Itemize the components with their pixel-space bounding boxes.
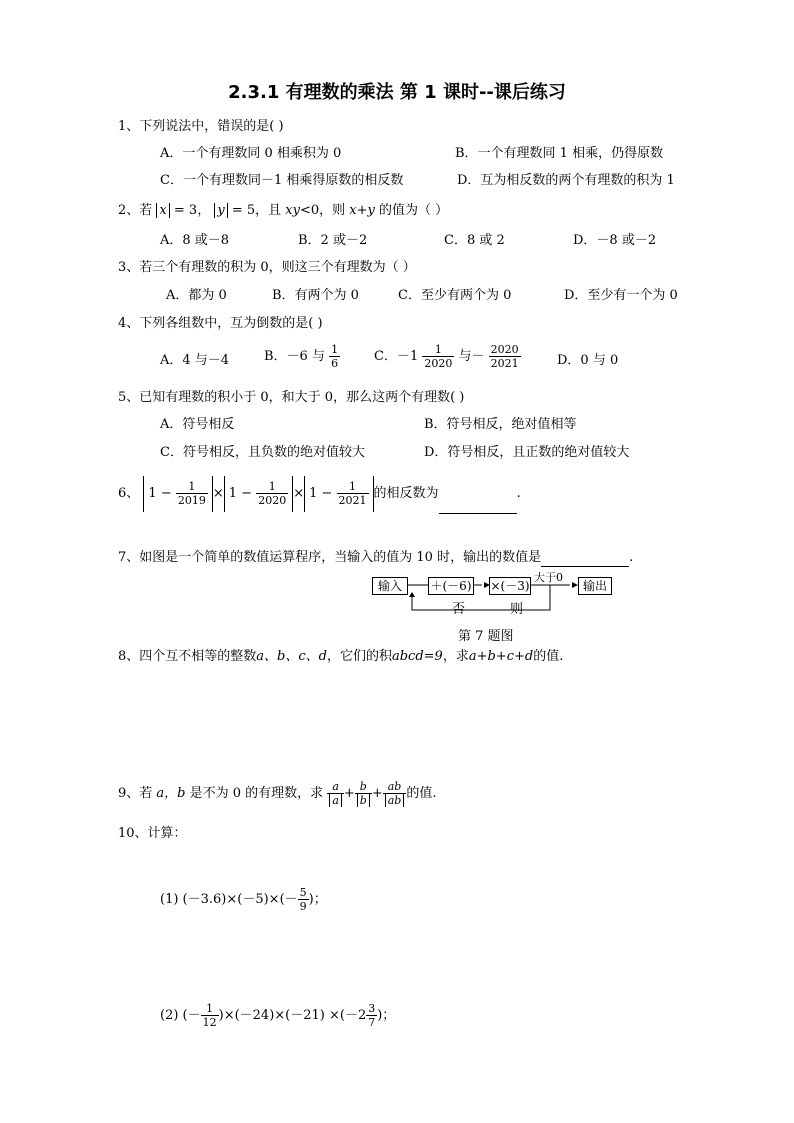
- q4-option-b: [264, 343, 340, 370]
- q1-option-c: C．一个有理数同－1 相乘得原数的相反数: [160, 173, 404, 188]
- q6-times-2: ×: [293, 486, 305, 501]
- flow-output-box: 输出: [578, 577, 612, 595]
- q2-eq5: = 5，且: [231, 203, 282, 218]
- q4-option-d: D．0 与 0: [557, 353, 619, 368]
- q2-cond: xy: [285, 203, 300, 218]
- q1-option-b: B．一个有理数同 1 相乘，仍得原数: [455, 146, 664, 161]
- q3-option-c: C．至少有两个为 0: [398, 288, 512, 303]
- q10-part-1: (1) (－3.6)×(－5)×(－ $\frac{5}{9}$ )；: [160, 886, 327, 913]
- q6-tail: 的相反数为: [373, 486, 439, 501]
- q2-lt: <0，则: [299, 203, 346, 218]
- q4-b-fraction: $\frac{1}{6}$: [331, 343, 339, 370]
- flow-else-label-1: 否: [452, 602, 466, 617]
- q5-option-a: A．符号相反: [160, 417, 235, 432]
- q10-part-2: (2) (－ $\frac{1}{12}$ )×(－24)×(－21) ×(－2 $\frac{3}{7}$ )；: [160, 1002, 396, 1029]
- q3-option-b: B．有两个为 0: [272, 288, 359, 303]
- question-5-stem: 5、已知有理数的积小于 0，和大于 0，那么这两个有理数( ): [118, 390, 465, 405]
- q2-option-a: A．8 或－8: [160, 233, 230, 248]
- q7-stem-text: 7、如图是一个简单的数值运算程序，当输入的值为 10 时，输出的数值是: [118, 550, 542, 565]
- q2-abs-y: y: [214, 203, 227, 218]
- question-3-stem: 3、若三个有理数的积为 0，则这三个有理数为（ ）: [118, 260, 416, 275]
- q4-c-fraction-1: $\frac{1}{2020}$: [424, 343, 453, 370]
- question-8: 8、四个互不相等的整数a、b、c、d，它们的积abcd=9，求a+b+c+d的值.: [118, 649, 564, 664]
- q1-option-d: D．互为相反数的两个有理数的积为 1: [457, 173, 675, 188]
- question-4-stem: 4、下列各组数中，互为倒数的是( ): [118, 316, 323, 331]
- q2-abs-x: x: [156, 203, 169, 218]
- q6-answer-blank[interactable]: [439, 513, 517, 514]
- q7-answer-blank[interactable]: [541, 566, 629, 567]
- q6-times-1: ×: [212, 486, 224, 501]
- question-2-stem: [118, 202, 448, 220]
- question-7-stem: 7、如图是一个简单的数值运算程序，当输入的值为 10 时，输出的数值是 .: [118, 550, 634, 565]
- q5-option-d: D．符号相反，且正数的绝对值较大: [424, 445, 630, 460]
- flow-input-box: 输入: [372, 577, 408, 595]
- q4-b-prefix: B．－6 与: [264, 349, 325, 364]
- q2-sum: x+y: [349, 203, 375, 218]
- q6-abs-1: 1 − $\frac{1}{2019}$: [143, 476, 212, 512]
- q4-c-fraction-2: $\frac{2020}{2021}$: [490, 343, 519, 370]
- q2-option-b: B．2 或－2: [298, 233, 368, 248]
- q2-eq3: = 3，: [173, 203, 211, 218]
- q9-fraction-a: $\frac{a}{a}$: [327, 780, 344, 807]
- q2-number: 2、若: [118, 203, 153, 218]
- q3-option-d: D．至少有一个为 0: [564, 288, 678, 303]
- q6-abs-2: 1 − $\frac{1}{2020}$: [224, 476, 293, 512]
- q4-option-c: [374, 343, 521, 370]
- q7-figure-caption: 第 7 题图: [458, 629, 514, 644]
- q4-c-mid: 与－: [458, 349, 485, 364]
- q1-option-a: A．一个有理数同 0 相乘积为 0: [160, 146, 342, 161]
- q5-option-b: B．符号相反，绝对值相等: [424, 417, 577, 432]
- question-9: 9、若 a，b 是不为 0 的有理数，求 $\frac{a}{a}$ + $\frac{b}{b}$ + $\frac{ab}{ab}$ 的值.: [118, 780, 437, 807]
- q6-number: 6、: [118, 486, 140, 501]
- q10-p1-fraction: $\frac{5}{9}$: [299, 886, 307, 913]
- q3-option-a: A．都为 0: [166, 288, 227, 303]
- question-10-stem: 10、计算：: [118, 826, 187, 841]
- q2-tail: 的值为（ ）: [379, 203, 449, 218]
- flow-plus-box: ＋(－6): [428, 577, 474, 595]
- question-6: 6、 1 − $\frac{1}{2019}$ × 1 − $\frac{1}{2020}$ × 1 − $\frac{1}{2021}$ 的相反数为 .: [118, 474, 521, 514]
- q6-abs-3: 1 − $\frac{1}{2021}$: [304, 476, 373, 512]
- arrowhead: [409, 592, 415, 597]
- q4-option-a: A．4 与－4: [160, 353, 230, 368]
- flow-else-label-2: 则: [510, 602, 524, 617]
- page-title: 2.3.1 有理数的乘法 第 1 课时--课后练习: [228, 82, 566, 103]
- q10-p2-fraction-2: $\frac{3}{7}$: [368, 1002, 376, 1029]
- q2-option-c: C．8 或 2: [444, 233, 505, 248]
- flow-mult-box: ×(－3): [490, 579, 530, 593]
- q9-fraction-ab: $\frac{ab}{ab}$: [383, 780, 407, 807]
- q5-option-c: C．符号相反，且负数的绝对值较大: [160, 445, 365, 460]
- flow-condition-label: 大于0: [534, 571, 563, 584]
- q4-c-prefix: C．－1: [374, 349, 419, 364]
- q10-p2-fraction-1: $\frac{1}{12}$: [202, 1002, 217, 1029]
- q2-option-d: D．－8 或－2: [573, 233, 657, 248]
- question-1-stem: 1、下列说法中，错误的是( ): [118, 119, 284, 134]
- q9-fraction-b: $\frac{b}{b}$: [355, 780, 372, 807]
